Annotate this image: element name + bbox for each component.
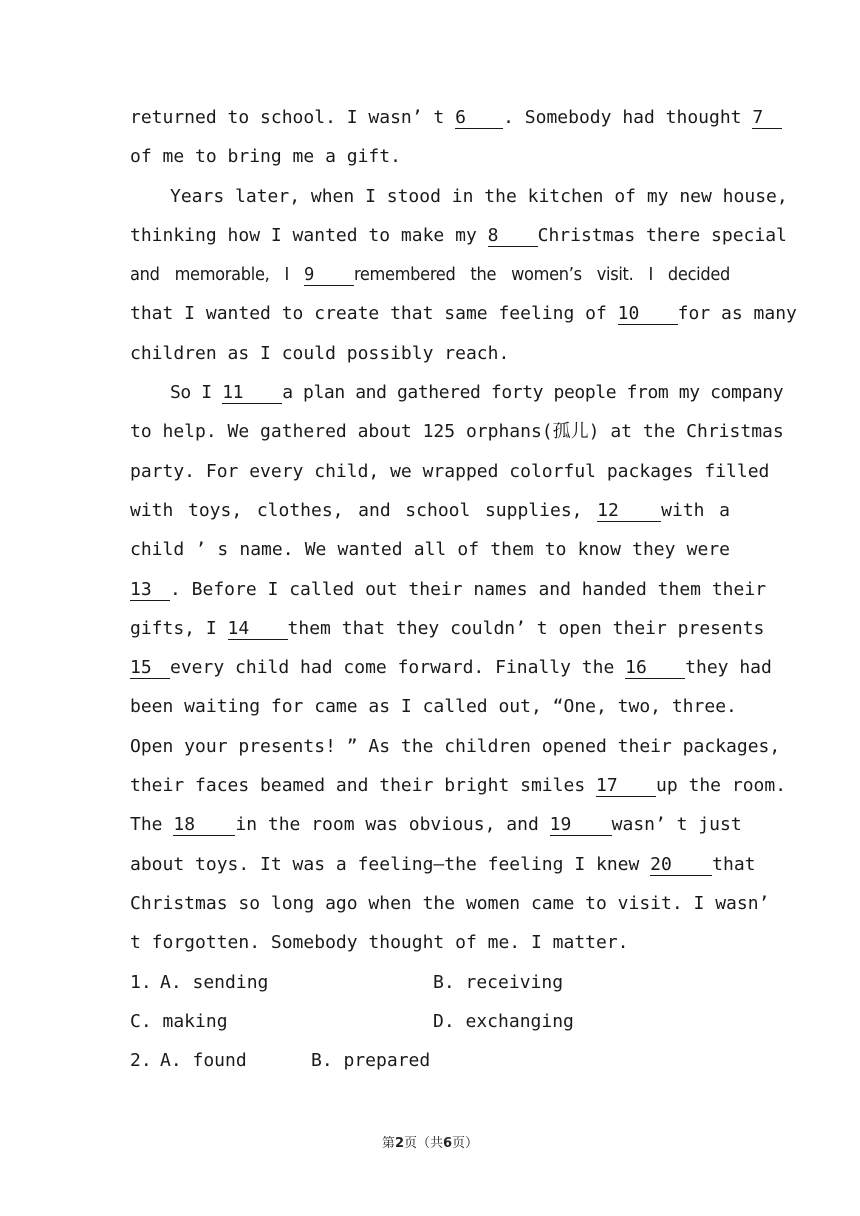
page-number: 2	[394, 1136, 404, 1151]
blank-12: 12	[597, 501, 661, 522]
option-b: B. receiving	[433, 971, 564, 993]
blank-13: 13	[130, 580, 170, 601]
passage-line: The 18 in the room was obvious, and 19 wasn’ t just	[130, 814, 742, 836]
blank-16: 16	[625, 658, 685, 679]
blank-6: 6	[455, 108, 503, 129]
blank-11: 11	[222, 383, 282, 404]
option-b: B. prepared	[311, 1050, 431, 1072]
blank-20: 20	[650, 855, 712, 876]
option-a: A. found	[160, 1050, 247, 1072]
passage-line: and memorable, I 9 remembered the women’s visit. I decided	[130, 264, 730, 286]
passage-line: t forgotten. Somebody thought of me. I matter.	[130, 932, 629, 954]
blank-19: 19	[550, 815, 612, 836]
passage-line: Christmas so long ago when the women came to visit. I wasn’	[130, 892, 770, 914]
passage-line: that I wanted to create that same feeling of 10 for as many	[130, 303, 797, 325]
option-c: C. making	[130, 1010, 228, 1032]
blank-8: 8	[488, 226, 538, 247]
blank-15: 15	[130, 658, 170, 679]
question-1	[130, 963, 730, 1002]
passage-line: to help. We gathered about 125 orphans(孤儿) at the Christmas	[130, 421, 784, 443]
passage-line: gifts, I 14 them that they couldn’ t open their presents	[130, 617, 765, 639]
blank-7: 7	[752, 108, 782, 129]
blank-17: 17	[596, 776, 656, 797]
page-footer: 第2页（共6页）	[381, 1136, 479, 1151]
passage-line: Open your presents! ” As the children opened their packages,	[130, 735, 781, 757]
blank-18: 18	[173, 815, 235, 836]
passage-line: party. For every child, we wrapped colorful packages filled	[130, 460, 770, 482]
blank-9: 9	[304, 265, 354, 286]
question-1-row-2	[130, 1002, 730, 1041]
passage-line: about toys. It was a feeling—the feeling I knew 20 that	[130, 853, 756, 875]
blank-10: 10	[618, 304, 678, 325]
passage-line: thinking how I wanted to make my 8 Christmas there special	[130, 224, 787, 246]
paragraph-start: Years later, when I stood in the kitchen of my new house,	[170, 185, 788, 207]
page-total: 6	[443, 1136, 453, 1151]
option-d: D. exchanging	[433, 1010, 574, 1032]
passage-line: children as I could possibly reach.	[130, 342, 510, 364]
passage-line: returned to school. I wasn’ t 6 . Somebody had thought 7	[130, 98, 730, 137]
passage-line: of me to bring me a gift.	[130, 146, 401, 168]
paragraph-start: So I 11 a plan and gathered forty people from my company	[170, 382, 784, 404]
passage-line: 13 . Before I called out their names and handed them their	[130, 578, 767, 600]
passage-line: with toys, clothes, and school supplies, 12 with a	[130, 499, 730, 521]
blank-14: 14	[228, 619, 288, 640]
document-body	[130, 98, 797, 1080]
passage-line: their faces beamed and their bright smiles 17 up the room.	[130, 775, 787, 797]
passage-line: been waiting for came as I called out, “One, two, three.	[130, 696, 737, 718]
passage-line: child ’ s name. We wanted all of them to know they were	[130, 539, 730, 561]
question-2	[130, 1041, 730, 1080]
question-number: 2.	[130, 1050, 152, 1072]
option-a: A. sending	[160, 971, 269, 993]
passage-line: 15 every child had come forward. Finally the 16 they had	[130, 657, 772, 679]
question-number: 1.	[130, 971, 152, 993]
